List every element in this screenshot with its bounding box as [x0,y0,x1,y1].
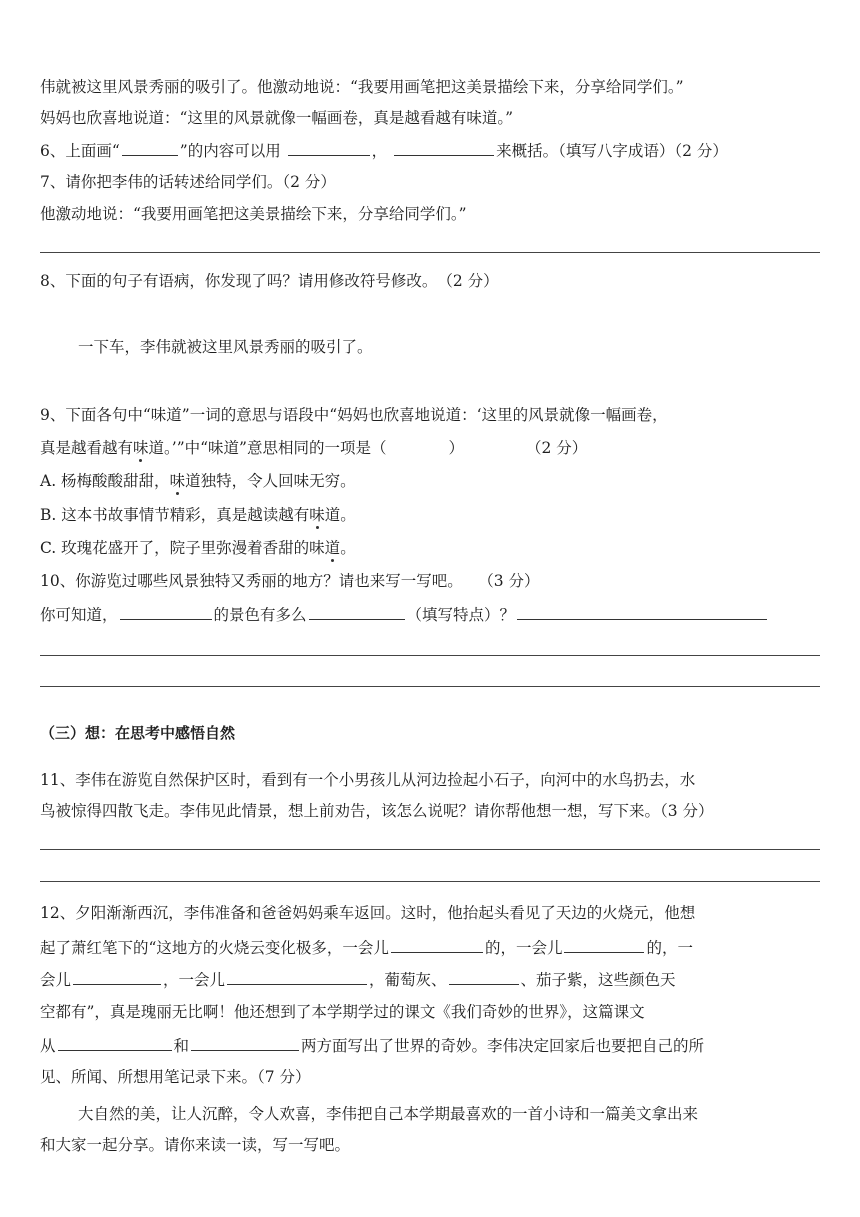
q12-l2-b: 的，一会儿 [484,939,563,957]
q9-opt-a-1: A. 杨梅酸酸甜甜， [40,472,170,490]
intro-line-1: 伟就被这里风景秀丽的吸引了。他激动地说：“我要用画笔把这美景描绘下来，分享给同学们。” [40,78,684,96]
q9-opt-b-2: 道。 [324,506,356,524]
q12-l2-a: 起了萧红笔下的“这地方的火烧云变化极多，一会儿 [40,939,389,957]
q12-l5-b: 和 [173,1037,190,1055]
q6-text-a: 6、上面画“ [40,142,120,160]
q12-blank-1[interactable] [391,936,483,953]
q6-blank-3[interactable] [394,139,494,156]
question-12-line-4: 空都有”，真是瑰丽无比啊！他还想到了本学期学过的课文《我们奇妙的世界》，这篇课文 [40,1003,645,1021]
q12-blank-2[interactable] [564,936,644,953]
question-12-line-5 [40,1034,820,1057]
closing-line-2: 和大家一起分享。请你来读一读，写一写吧。 [40,1136,351,1154]
q11-answer-line-1[interactable] [40,849,820,850]
q9-opt-a-2: 道独特，令人回味无穷。 [185,472,356,490]
q9-opt-c-1: C. 玫瑰花盛开了，院子里弥漫着香甜的味 [40,539,325,557]
q10-text-a: 你可知道， [40,606,118,624]
intro-line-2: 妈妈也欣喜地说道：“这里的风景就像一幅画卷，真是越看越有味道。” [40,109,514,127]
q9-opt-a-dotted: 味 [169,472,186,490]
question-10-title: 10、你游览过哪些风景独特又秀丽的地方？请也来写一写吧。 （3 分） [40,572,540,590]
q7-answer-line[interactable] [40,252,820,253]
q6-blank-2[interactable] [288,139,370,156]
question-6 [40,139,820,162]
question-11-line-1: 11、李伟在游览自然保护区时，看到有一个小男孩儿从河边捡起小石子，向河中的水鸟扔去，水 [40,771,696,789]
q9-option-a[interactable] [40,470,820,492]
q10-answer-line-1[interactable] [40,655,820,656]
q12-l3-d: 、茄子紫，这些颜色天 [520,971,676,989]
question-12-line-6: 见、所闻、所想用笔记录下来。（7 分） [40,1068,311,1086]
q12-blank-5[interactable] [449,968,519,985]
q9-opt-c-2: 。 [340,539,356,557]
q12-blank-7[interactable] [191,1034,299,1051]
q12-l3-c: ，葡萄灰、 [369,971,447,989]
q9-option-c[interactable] [40,537,820,559]
q6-blank-1[interactable] [122,139,178,156]
q12-l5-c: 两方面写出了世界的奇妙。李伟决定回家后也要把自己的所 [301,1037,705,1055]
q12-l3-a: 会儿 [40,971,72,989]
q10-text-b: 的景色有多么 [213,606,307,624]
question-12-line-1: 12、夕阳渐渐西沉，李伟准备和爸爸妈妈乘车返回。这时，他抬起头看见了天边的火烧元，他想 [40,904,696,922]
question-9-line-1: 9、下面各句中“味道”一词的意思与语段中“妈妈也欣喜地说道：‘这里的风景就像一幅画卷， [40,406,668,424]
q10-answer-line-2[interactable] [40,686,820,687]
q10-blank-answer[interactable] [517,603,767,620]
question-7-title: 7、请你把李伟的话转述给同学们。（2 分） [40,173,336,191]
question-7-quote: 他激动地说：“我要用画笔把这美景描绘下来，分享给同学们。” [40,205,467,223]
q11-answer-line-2[interactable] [40,881,820,882]
question-8-sentence: 一下车，李伟就被这里风景秀丽的吸引了。 [78,338,373,356]
question-11-line-2: 鸟被惊得四散飞走。李伟见此情景，想上前劝告，该怎么说呢？请你帮他想一想，写下来。（3 分） [40,802,714,820]
q9-l2-dotted: 味 [133,439,149,457]
q9-option-b[interactable] [40,504,820,526]
q12-l3-b: ，一会儿 [163,971,226,989]
q12-l5-a: 从 [40,1037,56,1055]
q6-text-d: 来概括。（填写八字成语）（2 分） [496,142,728,160]
q6-text-b: ”的内容可以用 [179,142,281,160]
q9-l2-a: 真是越看越有 [40,439,134,457]
section-3-heading: （三）想：在思考中感悟自然 [40,724,236,742]
q10-blank-feature[interactable] [309,603,405,620]
q9-l2-c: 道。’”中“味道”意思相同的一项是（ ） （2 分） [148,439,588,457]
question-12-line-2 [40,936,820,959]
closing-line-1: 大自然的美，让人沉醉，令人欢喜，李伟把自己本学期最喜欢的一首小诗和一篇美文拿出来 [78,1105,699,1123]
q9-opt-b-1: B. 这本书故事情节精彩，真是越读越有 [40,506,310,524]
q6-text-c: ， [371,142,388,160]
q10-text-c: （填写特点）？ [406,606,516,624]
question-8-title: 8、下面的句子有语病，你发现了吗？请用修改符号修改。 （2 分） [40,272,499,290]
q9-opt-b-dotted: 味 [309,506,325,524]
q9-opt-c-dotted: 道 [324,539,341,557]
question-9-line-2 [40,437,820,459]
question-10-fill [40,603,820,626]
question-12-line-3 [40,968,820,991]
q12-l2-c: 的，一 [646,939,693,957]
q12-blank-4[interactable] [227,968,367,985]
q10-blank-place[interactable] [120,603,212,620]
q12-blank-6[interactable] [58,1034,172,1051]
q12-blank-3[interactable] [73,968,161,985]
